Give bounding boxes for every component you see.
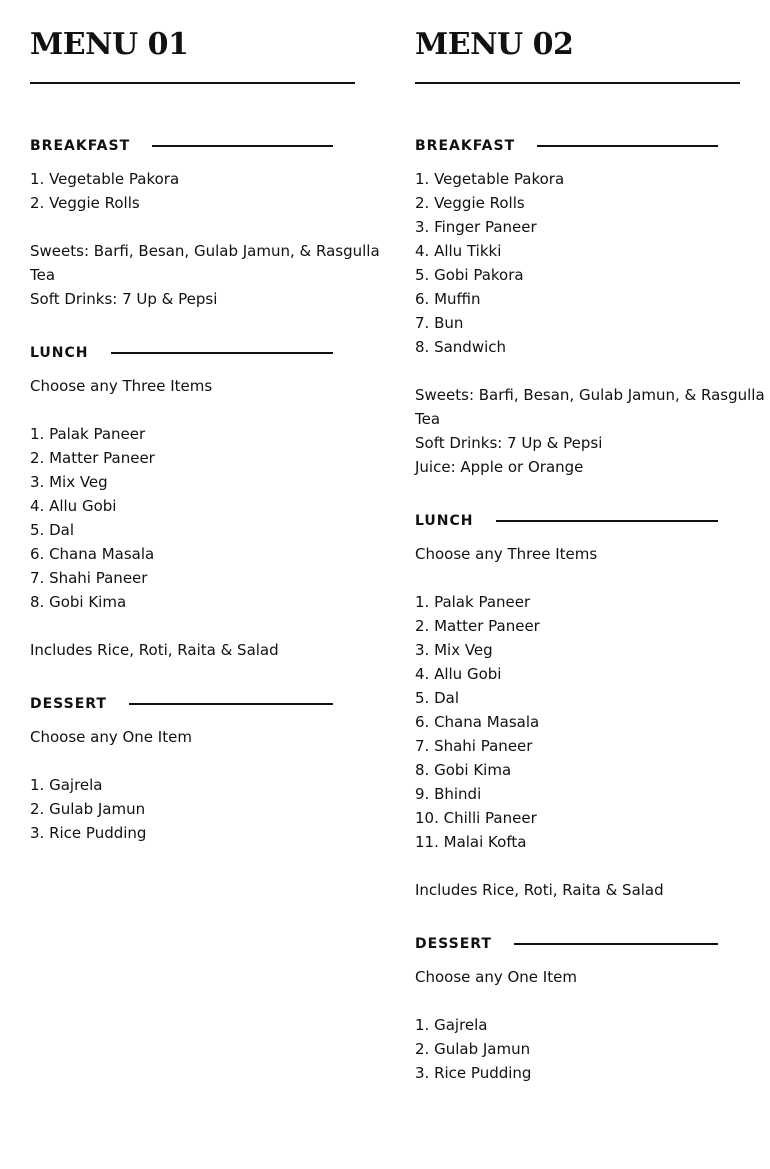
menu-item: 6. Muffin [415,290,481,308]
menu-item: 4. Allu Tikki [415,242,502,260]
menu-item: 4. Allu Gobi [415,665,502,683]
lunch-section [415,509,740,902]
breakfast-section [415,134,765,479]
dessert-section [415,932,740,1085]
section-heading: BREAKFAST [415,138,516,154]
extra-item: Tea [30,266,56,284]
menu-column-2 [415,0,765,1085]
menu-item: 7. Shahi Paneer [415,737,533,755]
menu-item: 8. Sandwich [415,338,507,356]
menu-item: 3. Rice Pudding [30,824,147,842]
section-header [30,341,333,365]
section-divider [129,703,333,705]
extra-item: Soft Drinks: 7 Up & Pepsi [30,290,218,308]
extra-item: Sweets: Barfi, Besan, Gulab Jamun, & Rasgulla [415,386,765,404]
section-body [30,725,355,845]
extra-item: Soft Drinks: 7 Up & Pepsi [415,434,603,452]
section-divider [514,943,718,945]
section-heading: LUNCH [415,513,474,529]
menu-item: 2. Matter Paneer [415,617,540,635]
menu-item: 7. Shahi Paneer [30,569,148,587]
menu-item: 3. Finger Paneer [415,218,537,236]
section-note: Choose any Three Items [415,545,598,563]
title-divider [30,82,355,84]
menu-item: 8. Gobi Kima [30,593,127,611]
menu-item: 5. Dal [415,689,459,707]
menu-column-1 [30,0,380,845]
section-body [415,542,740,902]
menu-item: 1. Vegetable Pakora [30,170,180,188]
extra-item: Juice: Apple or Orange [415,458,584,476]
menu-item: 5. Dal [30,521,74,539]
menu-item: 11. Malai Kofta [415,833,527,851]
dessert-section [30,692,355,845]
section-header [415,134,718,158]
section-body [415,167,765,479]
section-note: Choose any Three Items [30,377,213,395]
section-body [30,167,380,311]
menu-title: MENU 02 [415,27,574,62]
section-divider [537,145,718,147]
section-divider [496,520,719,522]
menu-item: 4. Allu Gobi [30,497,117,515]
menu-item: 3. Mix Veg [30,473,108,491]
section-heading: DESSERT [415,936,492,952]
section-header [415,509,718,533]
menu-item: 6. Chana Masala [415,713,540,731]
menu-item: 1. Palak Paneer [415,593,531,611]
section-heading: BREAKFAST [30,138,131,154]
extra-item: Tea [415,410,441,428]
menu-item: 1. Palak Paneer [30,425,146,443]
menu-item: 3. Mix Veg [415,641,493,659]
section-note: Choose any One Item [415,968,577,986]
menu-item: 5. Gobi Pakora [415,266,524,284]
menu-item: 1. Gajrela [415,1016,488,1034]
section-body [30,374,355,662]
includes-note: Includes Rice, Roti, Raita & Salad [30,641,279,659]
menu-item: 2. Veggie Rolls [30,194,140,212]
menu-item: 2. Gulab Jamun [415,1040,531,1058]
menu-item: 7. Bun [415,314,464,332]
section-divider [111,352,334,354]
breakfast-section [30,134,380,311]
section-heading: LUNCH [30,345,89,361]
menu-item: 9. Bhindi [415,785,482,803]
menu-item: 8. Gobi Kima [415,761,512,779]
section-note: Choose any One Item [30,728,192,746]
section-header [415,932,718,956]
section-heading: DESSERT [30,696,107,712]
lunch-section [30,341,355,662]
menu-item: 1. Gajrela [30,776,103,794]
section-divider [152,145,333,147]
menu-item: 2. Veggie Rolls [415,194,525,212]
menu-item: 6. Chana Masala [30,545,155,563]
menu-item: 2. Matter Paneer [30,449,155,467]
section-header [30,134,333,158]
menu-item: 10. Chilli Paneer [415,809,537,827]
menu-item: 2. Gulab Jamun [30,800,146,818]
section-header [30,692,333,716]
includes-note: Includes Rice, Roti, Raita & Salad [415,881,664,899]
section-body [415,965,740,1085]
title-divider [415,82,740,84]
menu-title: MENU 01 [30,27,189,62]
menu-item: 3. Rice Pudding [415,1064,532,1082]
menu-item: 1. Vegetable Pakora [415,170,565,188]
extra-item: Sweets: Barfi, Besan, Gulab Jamun, & Rasgulla [30,242,380,260]
